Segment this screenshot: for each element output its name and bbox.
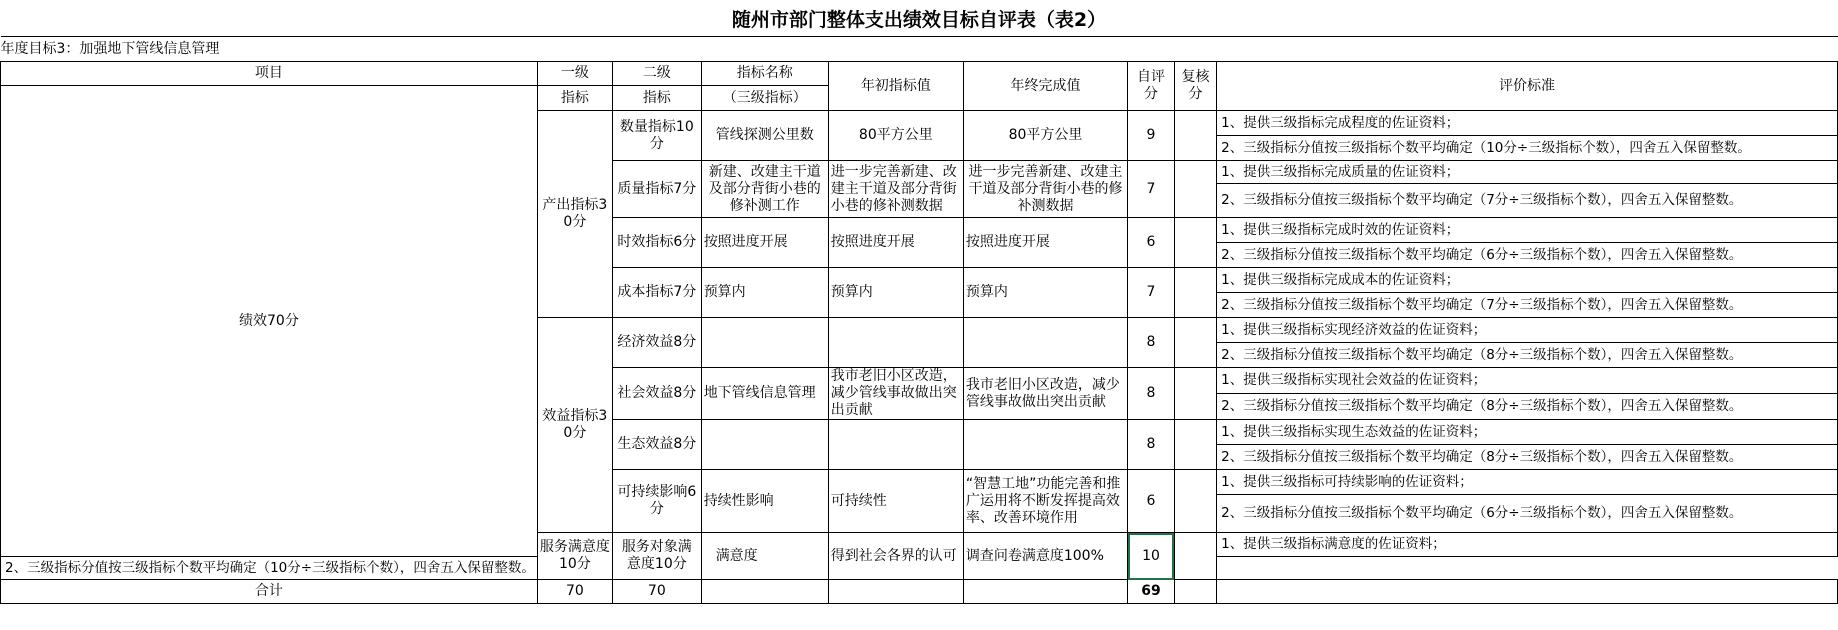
indicator-name-cell[interactable] (701, 318, 828, 368)
review-score-cell[interactable] (1174, 420, 1216, 470)
final-value-cell[interactable]: 进一步完善新建、改建主干道及部分背街小巷的修补测数据 (963, 161, 1127, 218)
total-initial-empty[interactable] (828, 580, 963, 604)
self-score-cell[interactable]: 9 (1128, 111, 1175, 161)
initial-value-cell[interactable]: 80平方公里 (828, 111, 963, 161)
header-criteria[interactable]: 评价标准 (1217, 62, 1838, 111)
indicator-name-cell[interactable]: 预算内 (701, 268, 828, 318)
review-score-cell[interactable] (1174, 161, 1216, 218)
indicator-name-cell[interactable]: 新建、改建主干道及部分背街小巷的修补测工作 (701, 161, 828, 218)
header-name-a[interactable]: 指标名称 (701, 62, 828, 86)
level2-cell[interactable]: 生态效益8分 (612, 420, 701, 470)
review-score-cell[interactable] (1174, 533, 1216, 580)
total-final-empty[interactable] (963, 580, 1127, 604)
header-level2-b[interactable]: 指标 (612, 86, 701, 111)
review-score-cell[interactable] (1174, 111, 1216, 161)
criteria-line-2[interactable]: 2、三级指标分值按三级指标个数平均确定（10分÷三级指标个数），四舍五入保留整数。 (1, 557, 538, 580)
initial-value-cell[interactable] (828, 318, 963, 368)
criteria-line-1[interactable]: 1、提供三级指标完成成本的佐证资料； (1217, 268, 1838, 293)
criteria-line-1[interactable]: 1、提供三级指标可持续影响的佐证资料； (1217, 470, 1838, 495)
criteria-line-2[interactable]: 2、三级指标分值按三级指标个数平均确定（7分÷三级指标个数），四舍五入保留整数。 (1217, 184, 1838, 218)
final-value-cell[interactable]: 预算内 (963, 268, 1127, 318)
criteria-line-2[interactable]: 2、三级指标分值按三级指标个数平均确定（8分÷三级指标个数），四舍五入保留整数。 (1217, 445, 1838, 470)
criteria-line-2[interactable]: 2、三级指标分值按三级指标个数平均确定（7分÷三级指标个数），四舍五入保留整数。 (1217, 293, 1838, 318)
review-score-cell[interactable] (1174, 368, 1216, 420)
initial-value-cell[interactable]: 得到社会各界的认可 (828, 533, 963, 580)
initial-value-cell[interactable]: 我市老旧小区改造，减少管线事故做出突出贡献 (828, 368, 963, 420)
level2-cell[interactable]: 社会效益8分 (612, 368, 701, 420)
initial-value-cell[interactable] (828, 420, 963, 470)
total-label[interactable]: 合计 (1, 580, 538, 604)
group-benefit[interactable]: 效益指标30分 (537, 318, 612, 533)
self-score-cell[interactable]: 6 (1128, 218, 1175, 268)
header-level1-a[interactable]: 一级 (537, 62, 612, 86)
header-self-score[interactable]: 自评分 (1128, 62, 1175, 111)
evaluation-table (0, 36, 1838, 604)
page-title: 随州市部门整体支出绩效目标自评表（表2） (731, 9, 1107, 31)
criteria-line-1[interactable]: 1、提供三级指标完成质量的佐证资料； (1217, 161, 1838, 184)
self-score-cell[interactable]: 7 (1128, 268, 1175, 318)
criteria-line-2[interactable]: 2、三级指标分值按三级指标个数平均确定（6分÷三级指标个数），四舍五入保留整数。 (1217, 243, 1838, 268)
final-value-cell[interactable]: “智慧工地”功能完善和推广运用将不断发挥提高效率、改善环境作用 (963, 470, 1127, 533)
review-score-cell[interactable] (1174, 318, 1216, 368)
self-score-cell[interactable]: 8 (1128, 420, 1175, 470)
total-level1[interactable]: 70 (537, 580, 612, 604)
indicator-name-cell[interactable]: 按照进度开展 (701, 218, 828, 268)
self-score-cell[interactable]: 6 (1128, 470, 1175, 533)
level2-cell[interactable]: 服务对象满意度10分 (612, 533, 701, 580)
initial-value-cell[interactable]: 预算内 (828, 268, 963, 318)
header-project[interactable]: 项目 (1, 62, 538, 86)
total-review-empty[interactable] (1174, 580, 1216, 604)
criteria-line-2[interactable]: 2、三级指标分值按三级指标个数平均确定（10分÷三级指标个数），四舍五入保留整数。 (1217, 136, 1838, 161)
level2-cell[interactable]: 数量指标10分 (612, 111, 701, 161)
total-level2[interactable]: 70 (612, 580, 701, 604)
level2-cell[interactable]: 时效指标6分 (612, 218, 701, 268)
criteria-line-1[interactable]: 1、提供三级指标实现生态效益的佐证资料； (1217, 420, 1838, 445)
initial-value-cell[interactable]: 进一步完善新建、改建主干道及部分背街小巷的修补测数据 (828, 161, 963, 218)
final-value-cell[interactable]: 调查问卷满意度100% (963, 533, 1127, 580)
level2-cell[interactable]: 质量指标7分 (612, 161, 701, 218)
indicator-name-cell[interactable]: 地下管线信息管理 (701, 368, 828, 420)
criteria-line-1[interactable]: 1、提供三级指标完成程度的佐证资料； (1217, 111, 1838, 136)
total-name-empty[interactable] (701, 580, 828, 604)
initial-value-cell[interactable]: 可持续性 (828, 470, 963, 533)
level2-cell[interactable]: 成本指标7分 (612, 268, 701, 318)
total-criteria-empty[interactable] (1217, 580, 1838, 604)
total-score[interactable]: 69 (1128, 580, 1175, 604)
group-satisfaction[interactable]: 服务满意度10分 (537, 533, 612, 580)
review-score-cell[interactable] (1174, 268, 1216, 318)
criteria-line-2[interactable]: 2、三级指标分值按三级指标个数平均确定（8分÷三级指标个数），四舍五入保留整数。 (1217, 343, 1838, 368)
initial-value-cell[interactable]: 按照进度开展 (828, 218, 963, 268)
final-value-cell[interactable] (963, 318, 1127, 368)
criteria-line-1[interactable]: 1、提供三级指标完成时效的佐证资料； (1217, 218, 1838, 243)
self-score-cell[interactable]: 7 (1128, 161, 1175, 218)
criteria-line-2[interactable]: 2、三级指标分值按三级指标个数平均确定（8分÷三级指标个数），四舍五入保留整数。 (1217, 394, 1838, 420)
review-score-cell[interactable] (1174, 218, 1216, 268)
header-level2-a[interactable]: 二级 (612, 62, 701, 86)
final-value-cell[interactable]: 80平方公里 (963, 111, 1127, 161)
annual-goal[interactable]: 年度目标3：加强地下管线信息管理 (1, 37, 1838, 62)
indicator-name-cell[interactable]: 管线探测公里数 (701, 111, 828, 161)
criteria-line-1[interactable]: 1、提供三级指标实现经济效益的佐证资料； (1217, 318, 1838, 343)
header-review-score[interactable]: 复核分 (1174, 62, 1216, 111)
header-final[interactable]: 年终完成值 (963, 62, 1127, 111)
criteria-line-1[interactable]: 1、提供三级指标实现社会效益的佐证资料； (1217, 368, 1838, 394)
criteria-line-1[interactable]: 1、提供三级指标满意度的佐证资料； (1217, 533, 1838, 557)
self-score-cell[interactable]: 8 (1128, 318, 1175, 368)
level2-cell[interactable]: 可持续影响6分 (612, 470, 701, 533)
header-level1-b[interactable]: 指标 (537, 86, 612, 111)
final-value-cell[interactable]: 我市老旧小区改造，减少管线事故做出突出贡献 (963, 368, 1127, 420)
final-value-cell[interactable] (963, 420, 1127, 470)
header-initial[interactable]: 年初指标值 (828, 62, 963, 111)
criteria-line-2[interactable]: 2、三级指标分值按三级指标个数平均确定（6分÷三级指标个数），四舍五入保留整数。 (1217, 495, 1838, 533)
final-value-cell[interactable]: 按照进度开展 (963, 218, 1127, 268)
self-score-cell-selected[interactable]: 10 (1128, 533, 1175, 580)
review-score-cell[interactable] (1174, 470, 1216, 533)
level2-cell[interactable]: 经济效益8分 (612, 318, 701, 368)
indicator-name-cell[interactable]: 满意度 (701, 533, 828, 580)
header-name-b[interactable]: （三级指标） (701, 86, 828, 111)
indicator-name-cell[interactable]: 持续性影响 (701, 470, 828, 533)
project-cell[interactable]: 绩效70分 (1, 86, 538, 557)
group-output[interactable]: 产出指标30分 (537, 111, 612, 318)
self-score-cell[interactable]: 8 (1128, 368, 1175, 420)
indicator-name-cell[interactable] (701, 420, 828, 470)
